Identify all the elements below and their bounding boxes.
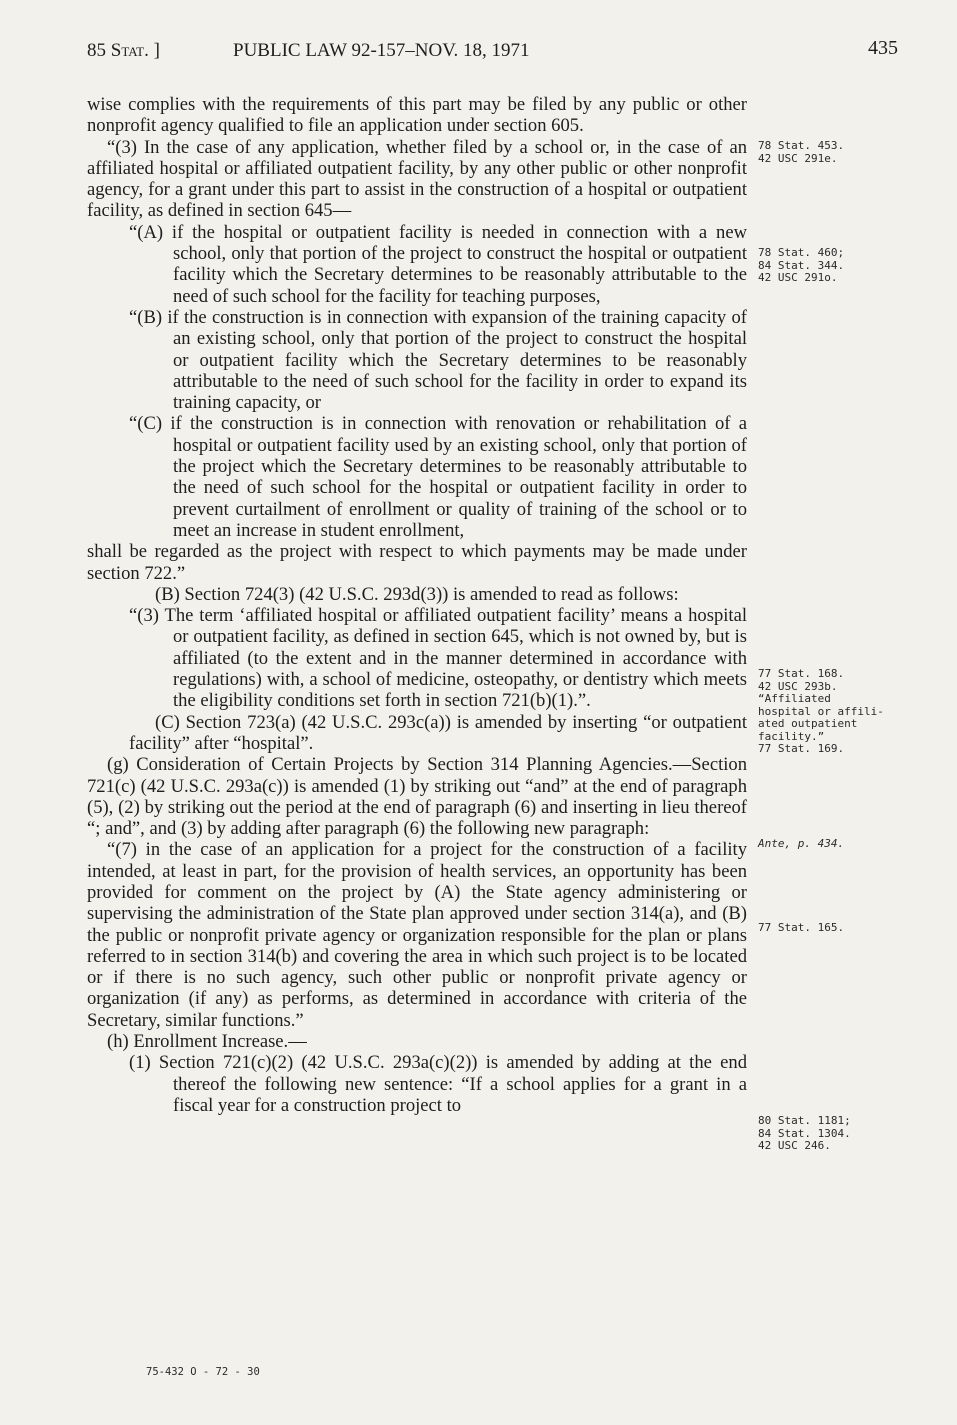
clause-b: “(B) if the construction is in connection with expansion of the training capacity of an existing school, only that portion of the project to construct the hospital or outpatient facility which the Secretary determines to be reasonably attributable to the need of such school for the facility in order to expand its training capacity, or [129,306,747,414]
clause-c: “(C) if the construction is in connection with renovation or rehabilitation of a hospital or outpatient facility used by an existing school, only that portion of the project which the Secretary determines to be reasonably attributable to the need of such school for the hospital or outpatient facility in order to prevent curtailment of enrollment or quality of training of the school or to meet an increase in student enrollment, [129,413,747,541]
footer-code: 75-432 O - 72 - 30 [146,1366,260,1378]
header-title: PUBLIC LAW 92-157–NOV. 18, 1971 [233,40,530,61]
margin-note-2: 78 Stat. 460; 84 Stat. 344. 42 USC 291o. [758,246,845,284]
paragraph-h1: (1) Section 721(c)(2) (42 U.S.C. 293a(c)(2)) is amended by adding at the end thereof the following new sentence: “If a school applies for a grant in a fiscal year for a construction project to [129,1052,747,1116]
amendment-b: (B) Section 724(3) (42 U.S.C. 293d(3)) is amended to read as follows: [155,583,679,605]
subsection-h: (h) Enrollment Increase.— [107,1031,307,1053]
margin-note-6: 80 Stat. 1181; 84 Stat. 1304. 42 USC 246. [758,1114,851,1152]
margin-note-4: Ante, p. 434. [758,837,845,850]
page-number: 435 [868,37,898,59]
amendment-c: (C) Section 723(a) (42 U.S.C. 293c(a)) is amended by inserting “or outpatient facility” after “hospital”. [129,711,747,754]
margin-note-1: 78 Stat. 453. 42 USC 291e. [758,139,845,165]
body-text [87,94,747,1116]
paragraph-conclusion: shall be regarded as the project with respect to which payments may be made under section 722.” [87,541,747,584]
subsection-g: (g) Consideration of Certain Projects by Section 314 Planning Agencies.—Section 721(c) (42 U.S.C. 293a(c)) is amended (1) by striking out “and” at the end of paragraph (5), (2) by striking out the period at the end of paragraph (6) and inserting in lieu thereof “; and”, and (3) by adding after paragraph (6) the following new paragraph: [87,754,747,840]
paragraph-continuation: wise complies with the requirements of this part may be filed by any public or other nonprofit agency qualified to file an application under section 605. [87,94,747,137]
margin-note-3: 77 Stat. 168. 42 USC 293b. “Affiliated hospital or affili- ated outpatient facility.” 77 Stat. 169. [758,667,884,755]
definition-3: “(3) The term ‘affiliated hospital or affiliated outpatient facility’ means a hospital or outpatient facility, as defined in section 645, which is not owned by, but is affiliated (to the extent and in the manner determined in accordance with regulations) with, a school of medicine, osteopathy, or dentistry which meets the eligibility conditions set forth in section 721(b)(1).”. [129,605,747,712]
paragraph-3: “(3) In the case of any application, whether filed by a school or, in the case of an affiliated hospital or affiliated outpatient facility, by any other public or other nonprofit agency, for a grant under this part to assist in the construction of a hospital or outpatient facility, as defined in section 645— [87,136,747,222]
margin-note-5: 77 Stat. 165. [758,921,845,934]
header-volume: 85 Stat. ] [87,40,160,61]
paragraph-7: “(7) in the case of an application for a project for the construction of a facility intended, at least in part, for the provision of health services, an opportunity has been provided for comment on the project by (A) the State agency administering or supervising the administration of the State plan approved under section 314(a), and (B) the public or nonprofit private agency or organization responsible for the plan or plans referred to in section 314(b) and covering the area in which such project is to be located or if there is no such agency, such other public or nonprofit private agency or organization (if any) as performs, as determined in accordance with criteria of the Secretary, similar functions.” [87,839,747,1031]
clause-a: “(A) if the hospital or outpatient facility is needed in connection with a new school, only that portion of the project to construct the hospital or outpatient facility which the Secretary determines to be reasonably attributable to the need of such school for the facility for teaching purposes, [129,221,747,307]
